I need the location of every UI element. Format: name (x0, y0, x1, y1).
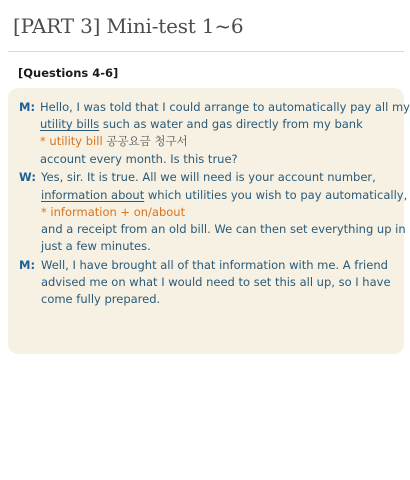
vocab-note-korean: 공공요금 청구서 (102, 134, 188, 148)
speaker-label: M: (19, 100, 36, 114)
dialogue-line-rest: such as water and gas directly from my bank (99, 117, 363, 131)
dialogue-line: account every month. Is this true? (40, 152, 238, 166)
dialogue-line (40, 117, 363, 131)
dialogue-line: advised me on what I would need to set this all up, so I have (41, 275, 391, 289)
vocab-term: utility bills (40, 117, 100, 131)
dialogue-line: Hello, I was told that I could arrange to automatically pay all my (40, 100, 410, 114)
page-title: [PART 3] Mini-test 1~6 (13, 14, 244, 38)
section-heading: [Questions 4-6] (18, 66, 119, 80)
dialogue-line (41, 188, 407, 202)
vocab-term: information about (41, 188, 145, 202)
vocab-note (40, 134, 188, 148)
dialogue-line: come fully prepared. (41, 292, 161, 306)
dialogue-line: Well, I have brought all of that information with me. A friend (41, 258, 388, 272)
vocab-note-english: * information + on/about (41, 205, 186, 219)
vocab-note (41, 205, 185, 219)
dialogue-line-rest: which utilities you wish to pay automatically, (144, 188, 408, 202)
vocab-note-english: * utility bill (40, 134, 103, 148)
dialogue-line: and a receipt from an old bill. We can then set everything up in (41, 222, 406, 236)
dialogue-line: Yes, sir. It is true. All we will need is your account number, (41, 170, 376, 184)
speaker-label: M: (19, 258, 36, 272)
speaker-label: W: (19, 170, 36, 184)
title-divider (8, 51, 404, 52)
dialogue-line: just a few minutes. (41, 239, 151, 253)
